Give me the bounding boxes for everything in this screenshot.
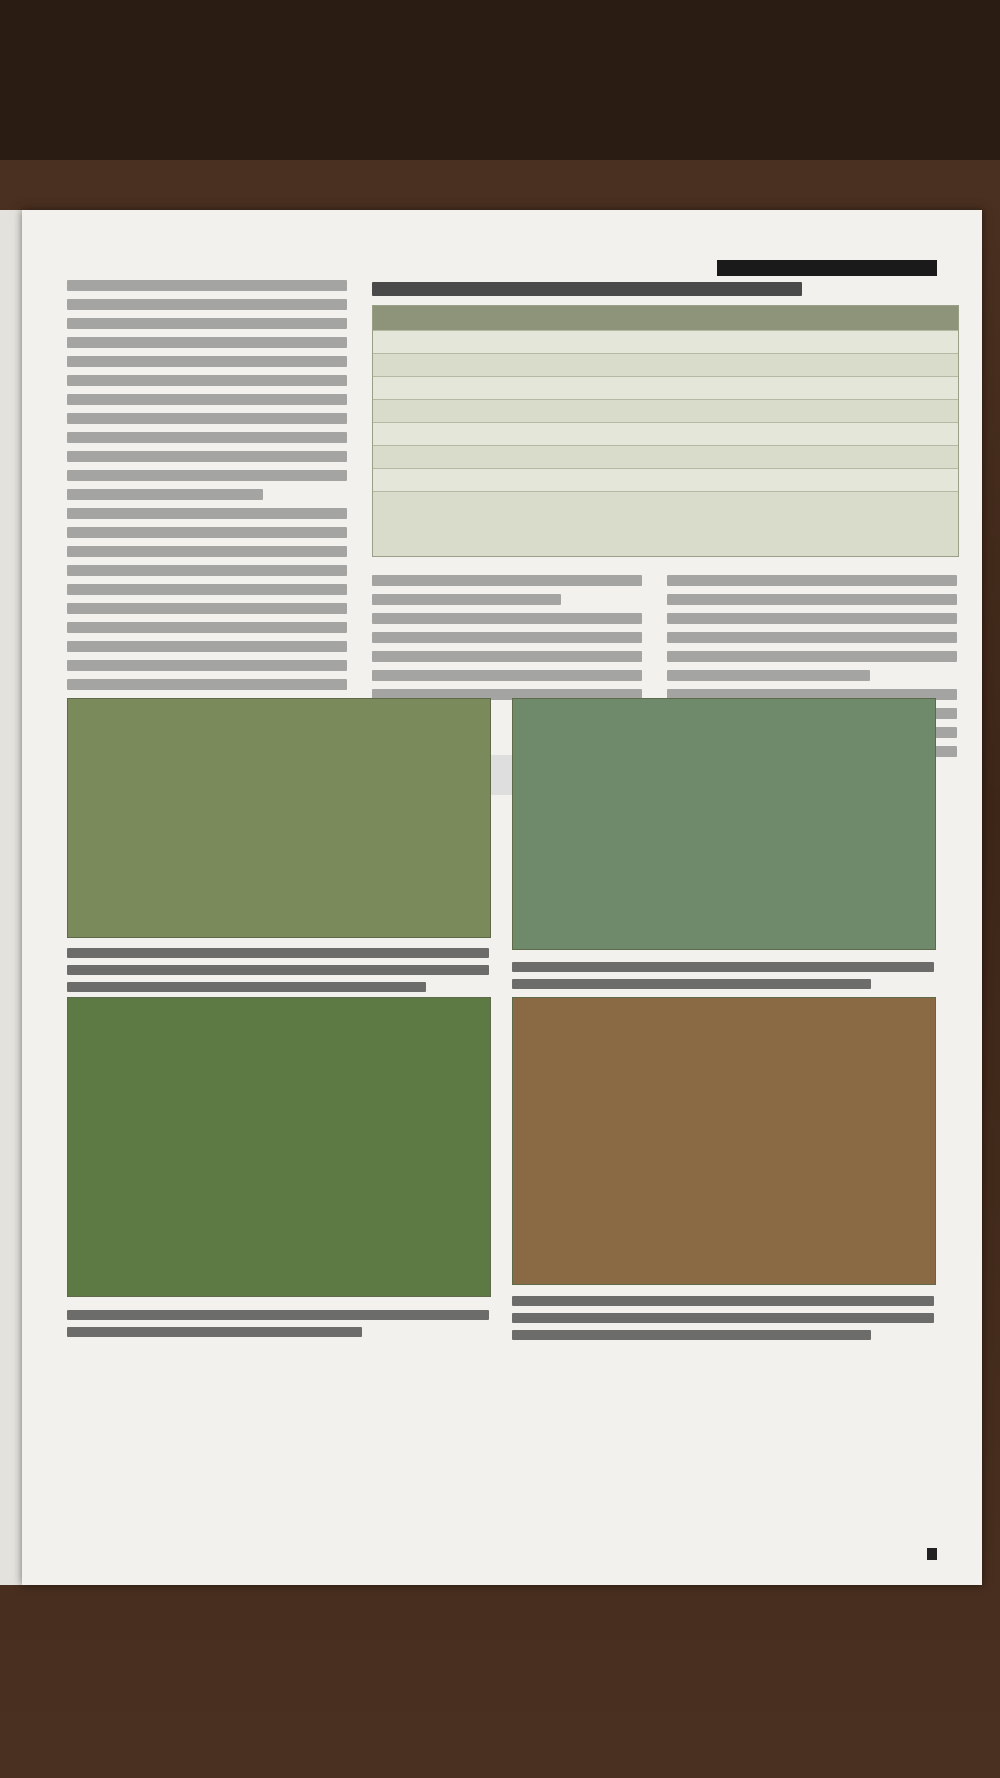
table-row <box>373 422 958 445</box>
tank-table <box>372 305 959 557</box>
table-row <box>373 491 958 526</box>
table-row <box>373 330 958 353</box>
section-header-bar <box>717 260 937 276</box>
left-page-edge <box>0 210 22 1585</box>
caption-bottom-left <box>67 1310 489 1344</box>
table-row <box>373 353 958 376</box>
photo-bottom-right <box>512 997 936 1285</box>
table-title <box>372 282 802 296</box>
table-row <box>373 399 958 422</box>
magazine-page <box>22 210 982 1585</box>
caption-bottom-right <box>512 1296 934 1347</box>
middle-column-text <box>372 575 642 708</box>
table-row <box>373 445 958 468</box>
table-row <box>373 468 958 491</box>
table-row <box>373 376 958 399</box>
caption-top-right <box>512 962 934 996</box>
photo-top-right <box>512 698 936 950</box>
photo-bottom-left <box>67 997 491 1297</box>
photo-top-left <box>67 698 491 938</box>
caption-top-left <box>67 948 489 999</box>
table-header-row <box>373 306 958 330</box>
page-number <box>927 1548 937 1560</box>
